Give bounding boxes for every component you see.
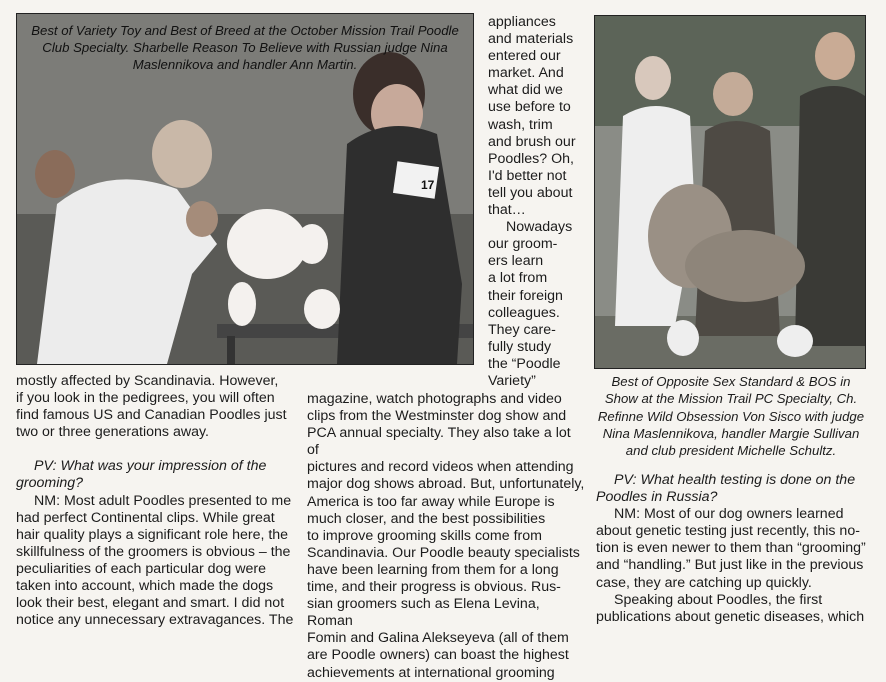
line: wash, trim [488, 116, 553, 133]
line: had perfect Continental clips. While great [16, 509, 275, 526]
line: find famous US and Canadian Poodles just [16, 407, 287, 424]
line: that… [488, 202, 526, 219]
line: taken into account, which made the dogs [16, 578, 274, 595]
line: I'd better not [488, 167, 567, 184]
line: and “handling.” But just like in the previous [596, 557, 864, 574]
line: tion is even newer to them than “grooming” [596, 540, 866, 557]
line: case, they are catching up quickly. [596, 574, 812, 591]
line: Nowadays [506, 219, 573, 236]
line: Speaking about Poodles, the first [614, 591, 823, 608]
line: hair quality plays a significant role here, the [16, 526, 289, 543]
line: Scandinavia. Our Poodle beauty specialists [307, 544, 580, 561]
line: our groom- [488, 236, 558, 253]
line: America is too far away while Europe is [307, 493, 555, 510]
line: appliances [488, 14, 556, 30]
interview-question: PV: What was your impression of the grooming? [16, 458, 267, 492]
line: and brush our [488, 133, 576, 150]
column-mid-top [488, 14, 584, 390]
line: sian groomers such as Elena Levina, Roman [307, 596, 540, 630]
line: skillfulness of the groomers is obvious – the [16, 543, 291, 560]
line: use before to [488, 99, 571, 116]
line: market. And [488, 65, 564, 82]
line: They care- [488, 321, 556, 338]
line: mostly affected by Scandinavia. However, [16, 373, 279, 389]
line: about genetic testing just recently, this no- [596, 523, 860, 540]
line: have been learning from them for a long [307, 561, 559, 578]
line: achievements at international grooming [307, 664, 555, 681]
line: what did we [488, 82, 563, 99]
photo-right-caption: Best of Opposite Sex Standard & BOS in Show at the Mission Trail PC Specialty, Ch. Refinne Wild Obsession Von Sisco with judge Nina Maslennikova, handler Margie Sullivan and club president Michelle Schultz. [597, 374, 865, 459]
line: look their best, elegant and smart. I did not [16, 595, 285, 612]
line: NM: Most of our dog owners learned [614, 506, 844, 523]
line: NM: Most adult Poodles presented to me [34, 492, 292, 509]
photo-left-caption: Best of Variety Toy and Best of Breed at the October Mission Trail Poodle Club Specialty. Sharbelle Reason To Believe with Russian judge Nina Maslennikova and handler Ann Martin. [31, 23, 459, 72]
line: two or three generations away. [16, 424, 209, 441]
line: their foreign [488, 287, 563, 304]
line: Fomin and Galina Alekseyeva (all of them [307, 630, 569, 647]
line: major dog shows abroad. But, unfortunately, [307, 476, 585, 493]
line: to improve grooming skills come from [307, 527, 542, 544]
column-left [16, 373, 302, 629]
line: clips from the Westminster dog show and [307, 408, 567, 425]
line: much closer, and the best possibilities [307, 510, 546, 527]
line: are Poodle owners) can boast the highest [307, 647, 569, 664]
line: notice any unnecessary extravagances. The [16, 612, 294, 629]
line: colleagues. [488, 304, 560, 321]
line: the “Poodle [488, 355, 561, 372]
line: peculiarities of each particular dog were [16, 560, 266, 577]
line: fully study [488, 338, 552, 355]
column-mid [307, 391, 585, 682]
line: if you look in the pedigrees, you will often [16, 390, 275, 407]
line: pictures and record videos when attending [307, 459, 574, 476]
line: entered our [488, 48, 561, 65]
line: ers learn [488, 253, 544, 270]
photo-left [16, 13, 474, 365]
line: Variety” [488, 372, 536, 389]
column-right [596, 472, 878, 626]
interview-question: PV: What health testing is done on the Poodles in Russia? [596, 472, 856, 506]
line: time, and their progress is obvious. Rus- [307, 579, 561, 596]
line: and materials [488, 31, 574, 48]
line: Poodles? Oh, [488, 150, 574, 167]
line: magazine, watch photographs and video [307, 391, 562, 407]
line: tell you about [488, 184, 573, 201]
line: a lot from [488, 270, 548, 287]
poodle-show-photo-icon [595, 16, 865, 368]
line: publications about genetic diseases, which [596, 608, 865, 625]
armband-number: 17 [421, 178, 435, 192]
line: PCA annual specialty. They also take a lot of [307, 425, 571, 459]
photo-right [594, 15, 866, 369]
